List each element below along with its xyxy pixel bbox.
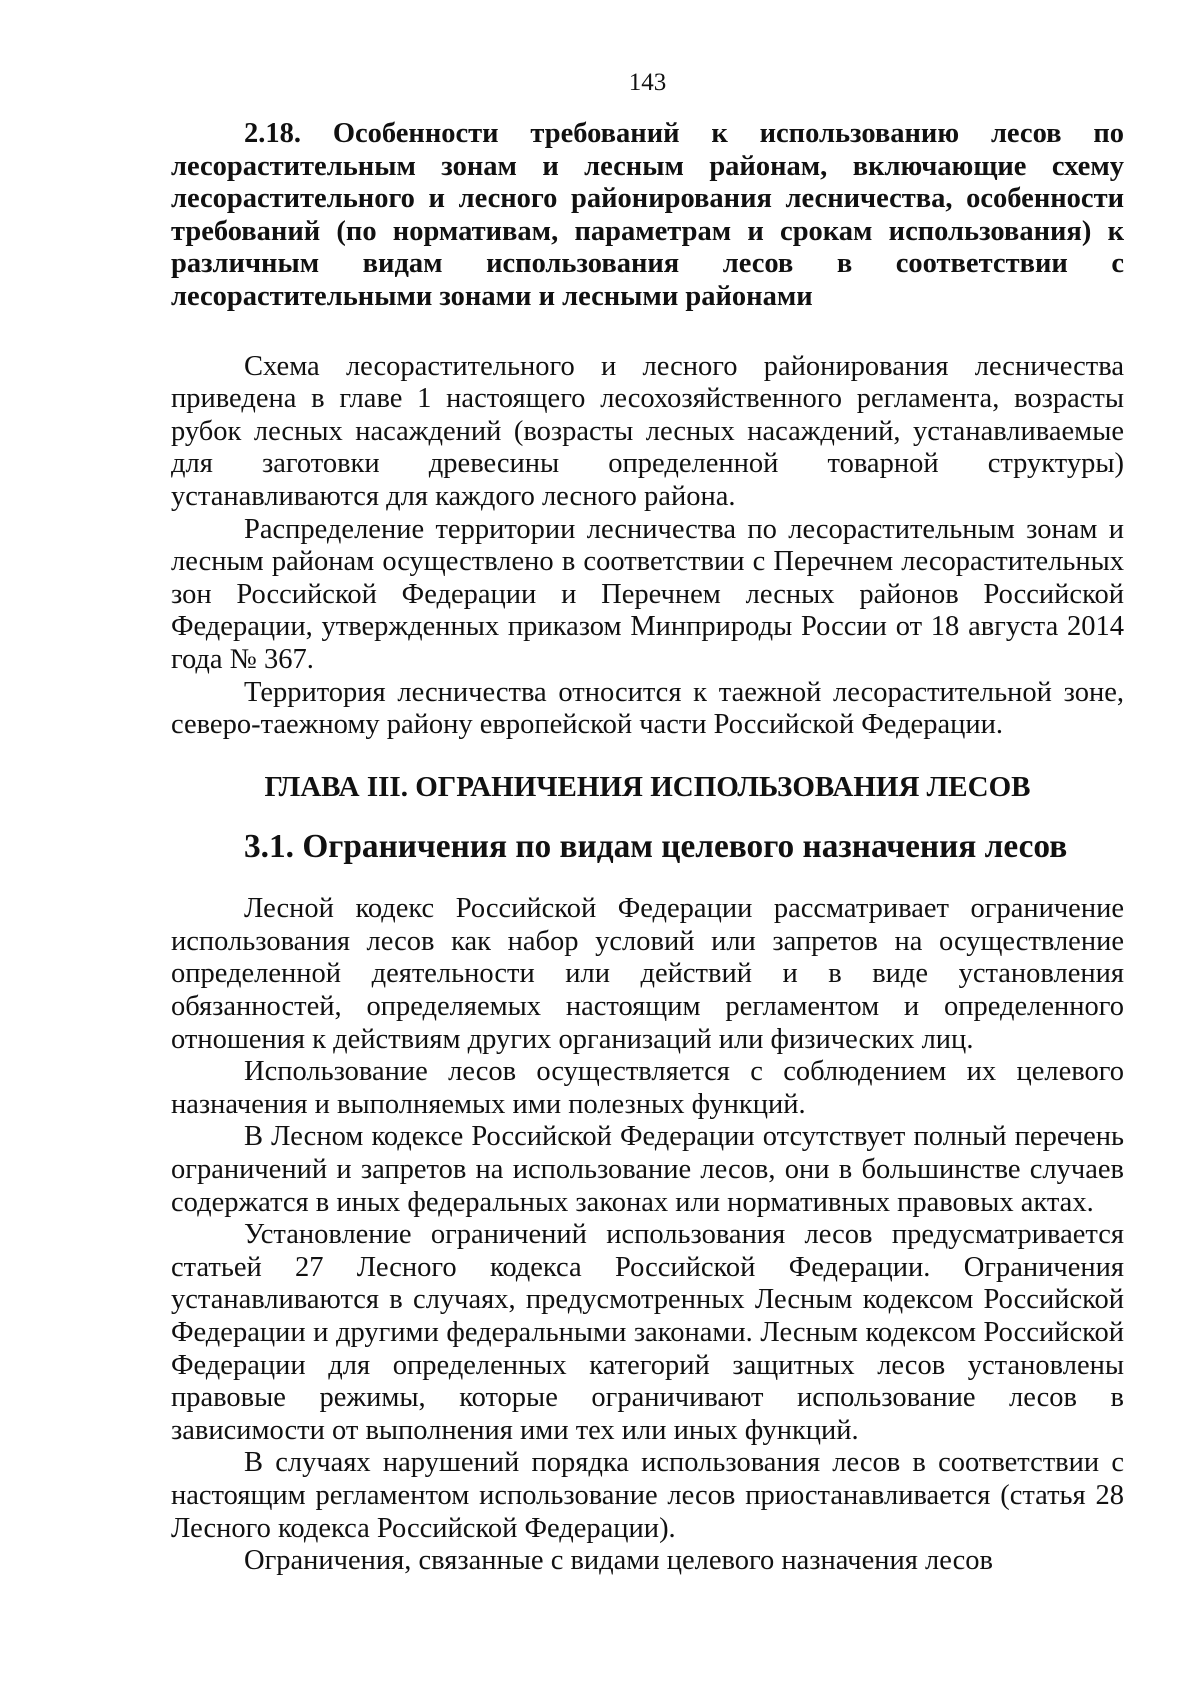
page-content — [171, 118, 1124, 1578]
paragraph: В случаях нарушений порядка использования лесов в соответствии с настоящим регламентом использование лесов приостанавливается (статья 28 Лесного кодекса Российской Федерации). — [171, 1447, 1124, 1544]
spacer — [171, 863, 1124, 893]
paragraph: Территория лесничества относится к таежной лесорастительной зоне, северо-таежному району европейской части Российской Федерации. — [171, 676, 1124, 741]
spacer — [171, 804, 1124, 831]
spacer — [171, 314, 1124, 351]
paragraph: Ограничения, связанные с видами целевого назначения лесов — [244, 1545, 993, 1577]
spacer — [171, 742, 1124, 770]
paragraph: Схема лесорастительного и лесного районирования лесничества приведена в главе 1 настоящего лесохозяйственного регламента, возрасты рубок лесных насаждений (возрасты лесных насаждений, устанавливаемые для заготовки древесины определенной товарной структуры) устанавливаются для каждого лесного района. — [171, 350, 1124, 512]
paragraph: Установление ограничений использования лесов предусматривается статьей 27 Лесного кодекса Российской Федерации. Ограничения устанавливаются в случаях, предусмотренных Лесным кодексом Российской Федерации и другими федеральными законами. Лесным кодексом Российской Федерации для определенных категорий защитных лесов установлены правовые режимы, которые ограничивают использование лесов в зависимости от выполнения ими тех или иных функций. — [171, 1219, 1124, 1446]
section-3-1-title: 3.1. Ограничения по видам целевого назначения лесов — [244, 827, 1068, 865]
paragraph: Лесной кодекс Российской Федерации рассматривает ограничение использования лесов как набор условий или запретов на осуществление определенной деятельности или действий и в виде установления обязанностей, определяемых настоящим регламентом и определенного отношения к действиям других организаций или физических лиц. — [171, 893, 1124, 1055]
paragraph: Распределение территории лесничества по лесорастительным зонам и лесным районам осуществлено в соответствии с Перечнем лесорастительных зон Российской Федерации и Перечнем лесных районов Российской Федерации, утвержденных приказом Минприроды России от 18 августа 2014 года № 367. — [171, 513, 1124, 675]
paragraph: Использование лесов осуществляется с соблюдением их целевого назначения и выполняемых ими полезных функций. — [171, 1056, 1124, 1120]
section-2-18-heading: 2.18. Особенности требований к использованию лесов по лесорастительным зонам и лесным районам, включающие схему лесорастительного и лесного районирования лесничества, особенности требований (по нормативам, параметрам и срокам использования) к различным видам использования лесов в соответствии с лесорастительными зонами и лесными районами — [171, 118, 1124, 312]
chapter-title: ГЛАВА III. ОГРАНИЧЕНИЯ ИСПОЛЬЗОВАНИЯ ЛЕСОВ — [264, 770, 1031, 803]
paragraph: В Лесном кодексе Российской Федерации отсутствует полный перечень ограничений и запретов на использование лесов, они в большинстве случаев содержатся в иных федеральных законах или нормативных правовых актах. — [171, 1121, 1124, 1218]
page-number: 143 — [628, 69, 667, 96]
